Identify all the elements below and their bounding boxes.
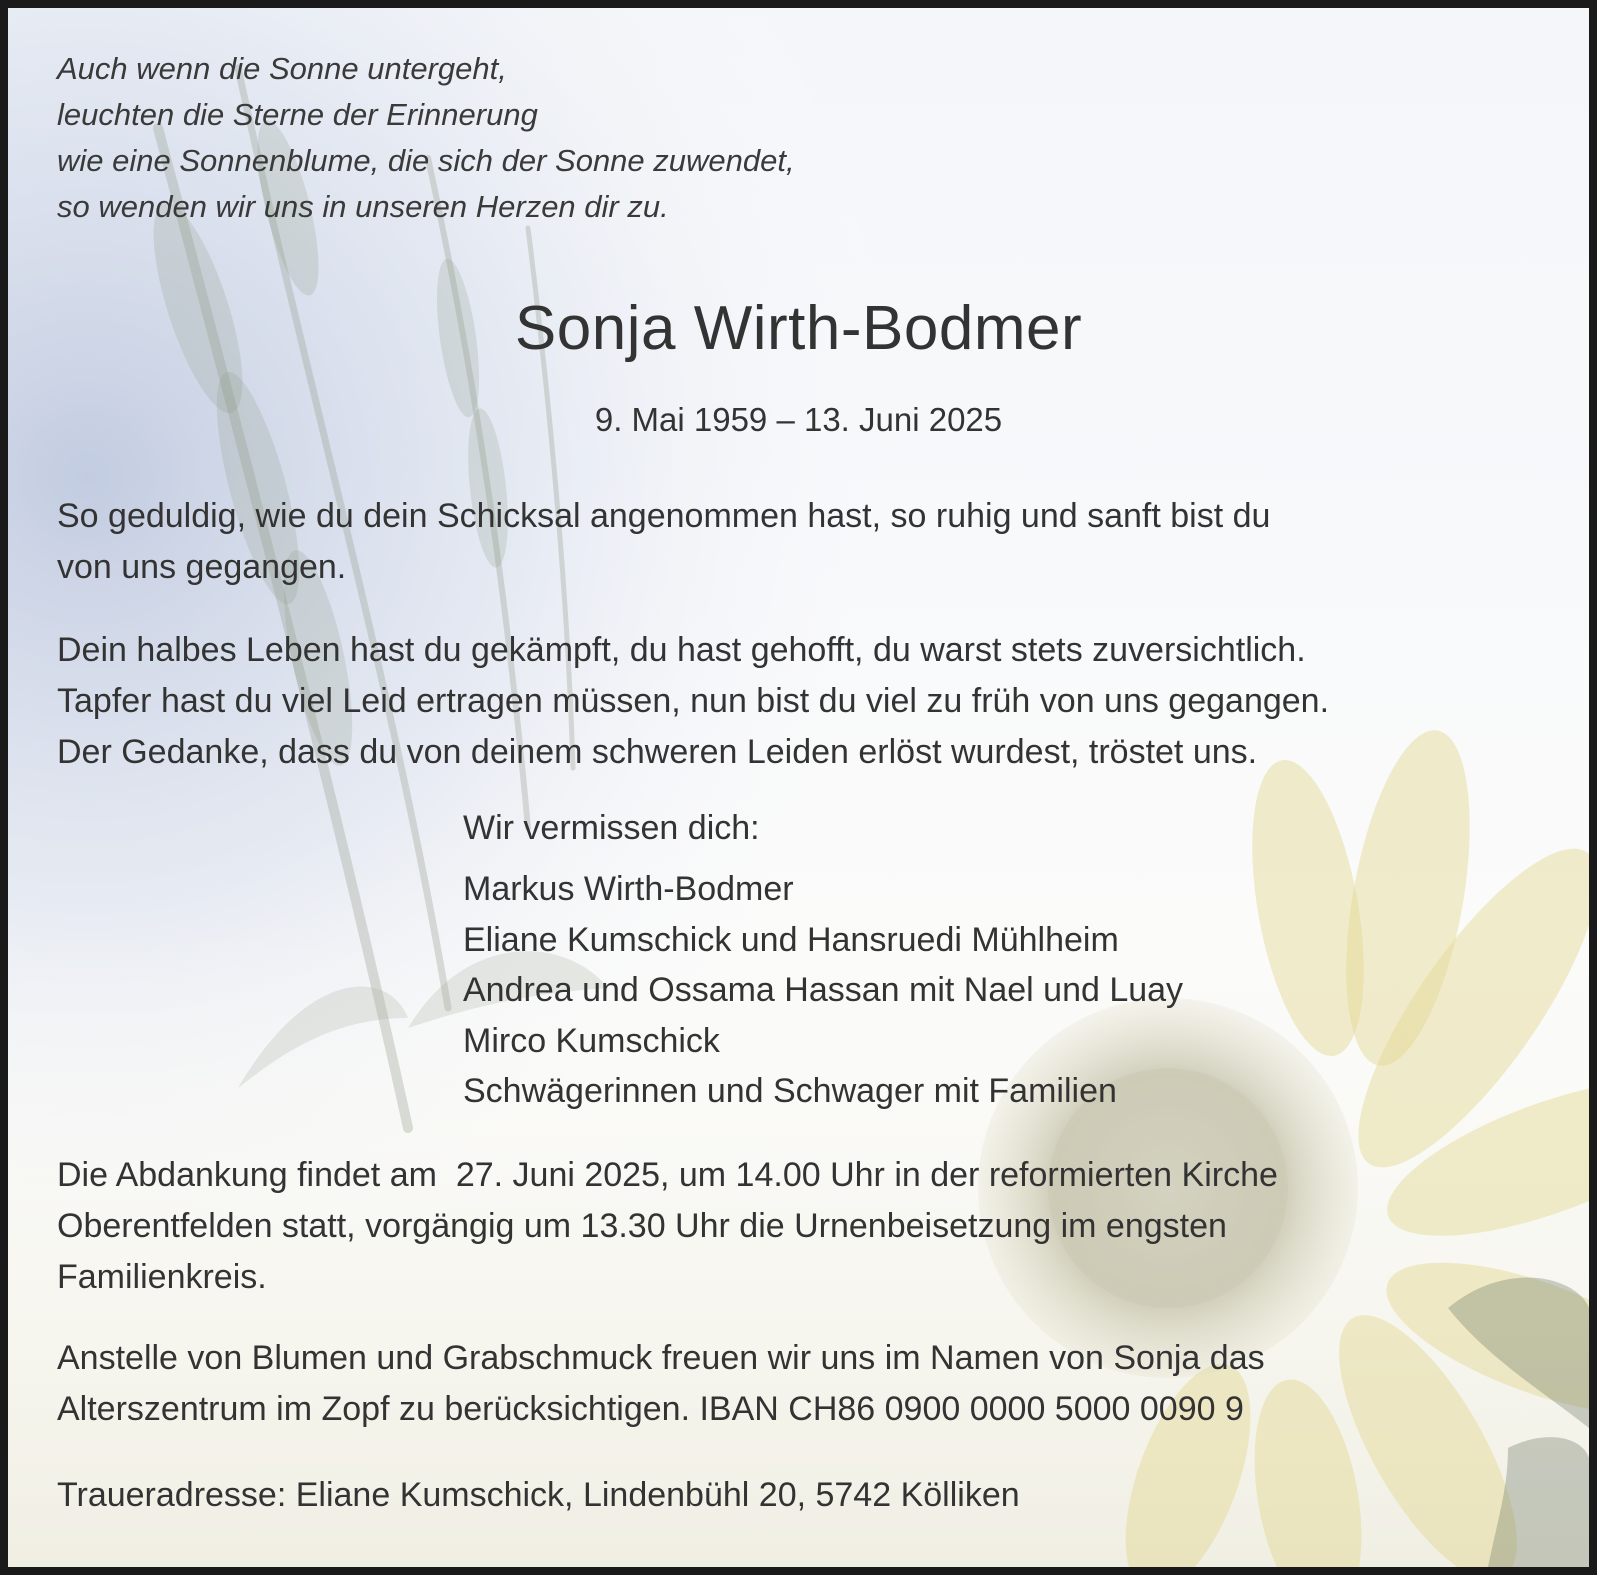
text-line: So geduldig, wie du dein Schicksal angenommen hast, so ruhig und sanft bist du xyxy=(57,497,1271,535)
donation-info xyxy=(57,1333,1557,1435)
poem xyxy=(57,46,795,230)
mourners-list xyxy=(463,803,1183,1117)
text-line: von uns gegangen. xyxy=(57,548,347,586)
text-line: Familienkreis. xyxy=(57,1258,267,1296)
text-line: Die Abdankung findet am 27. Juni 2025, um 14.00 Uhr in der reformierten Kirche xyxy=(57,1156,1278,1194)
poem-line: Auch wenn die Sonne untergeht, xyxy=(57,51,507,86)
poem-line: leuchten die Sterne der Erinnerung xyxy=(57,97,538,132)
text-line: Oberentfelden statt, vorgängig um 13.30 Uhr die Urnenbeisetzung im engsten xyxy=(57,1207,1227,1245)
mourner-name: Markus Wirth-Bodmer xyxy=(463,870,794,908)
text-line: Anstelle von Blumen und Grabschmuck freuen wir uns im Namen von Sonja das xyxy=(57,1339,1265,1377)
tribute-paragraph xyxy=(57,625,1557,778)
mourner-name: Andrea und Ossama Hassan mit Nael und Luay xyxy=(463,971,1184,1009)
text-line: Dein halbes Leben hast du gekämpft, du hast gehofft, du warst stets zuversichtlich. xyxy=(57,631,1306,669)
mourner-name: Eliane Kumschick und Hansruedi Mühlheim xyxy=(463,920,1119,959)
life-dates: 9. Mai 1959 – 13. Juni 2025 xyxy=(594,401,1003,438)
poem-line: so wenden wir uns in unseren Herzen dir zu. xyxy=(57,189,669,224)
text-line: Tapfer hast du viel Leid ertragen müssen, nun bist du viel zu früh von uns gegangen. xyxy=(57,682,1330,720)
notice-content xyxy=(8,8,1589,1567)
text-line: Alterszentrum im Zopf zu berücksichtigen. IBAN CH86 0900 0000 5000 0090 9 xyxy=(57,1390,1244,1428)
tribute-paragraph xyxy=(57,491,1557,593)
poem-line: wie eine Sonnenblume, die sich der Sonne zuwendet, xyxy=(57,143,795,178)
mourners-heading: Wir vermissen dich: xyxy=(463,809,760,847)
mourning-address: Traueradresse: Eliane Kumschick, Lindenbühl 20, 5742 Kölliken xyxy=(57,1476,1020,1514)
text-line: Der Gedanke, dass du von deinem schweren Leiden erlöst wurdest, tröstet uns. xyxy=(57,733,1258,771)
mourner-name: Schwägerinnen und Schwager mit Familien xyxy=(463,1072,1117,1110)
mourner-name: Mirco Kumschick xyxy=(463,1021,720,1060)
service-info xyxy=(57,1150,1557,1303)
deceased-name: Sonja Wirth-Bodmer xyxy=(514,294,1083,363)
